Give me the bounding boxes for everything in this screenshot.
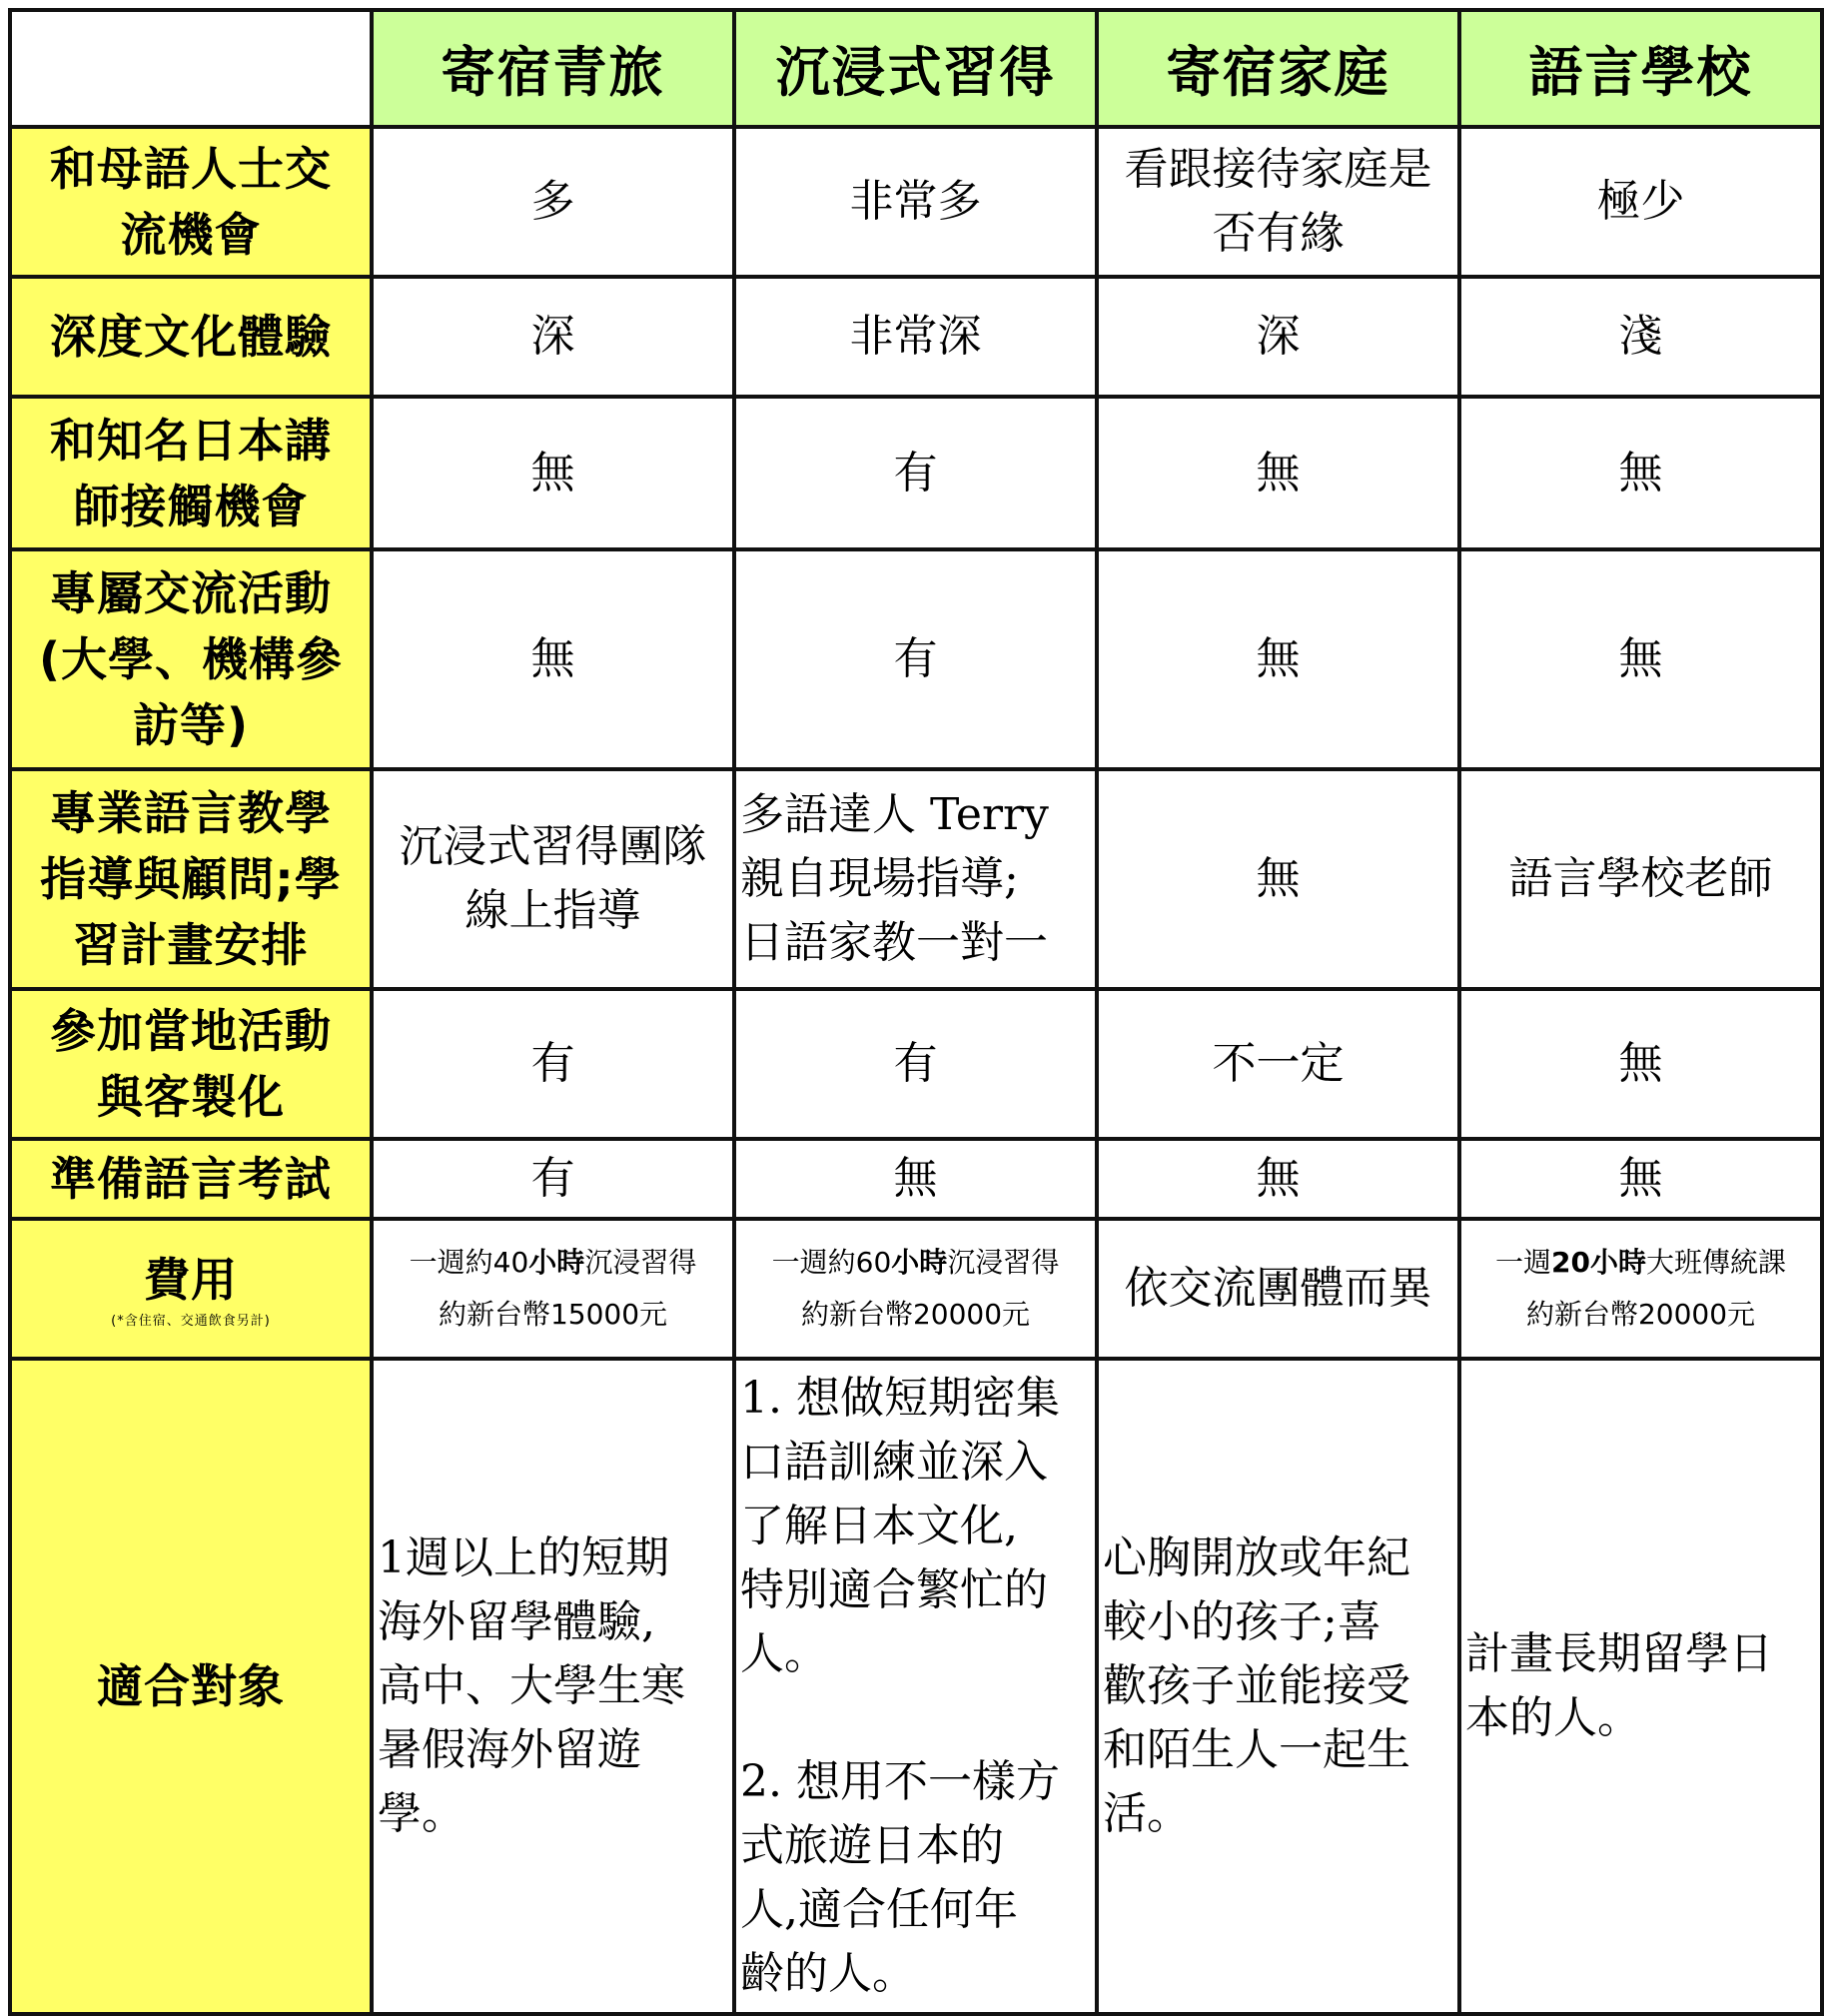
table-row xyxy=(10,277,1822,397)
table-cell: 多 xyxy=(372,127,734,277)
table-cell: 無 xyxy=(1459,989,1822,1139)
corner-cell xyxy=(10,10,372,127)
table-cell: 深 xyxy=(372,277,734,397)
table-cell: 一週20小時大班傳統課 約新台幣20000元 xyxy=(1459,1219,1822,1359)
table-row xyxy=(10,549,1822,769)
table-row xyxy=(10,1219,1822,1359)
column-header-language-school: 語言學校 xyxy=(1459,10,1822,127)
table-cell: 極少 xyxy=(1459,127,1822,277)
table-cell: 有 xyxy=(372,989,734,1139)
table-row xyxy=(10,1139,1822,1219)
table-cell: 無 xyxy=(372,397,734,549)
table-cell: 計畫長期留學日 本的人。 xyxy=(1459,1359,1822,2014)
table-row xyxy=(10,1359,1822,2014)
table-cell: 依交流團體而異 xyxy=(1097,1219,1459,1359)
table-cell: 有 xyxy=(734,397,1097,549)
table-cell: 非常深 xyxy=(734,277,1097,397)
table-cell: 無 xyxy=(1097,769,1459,989)
header-row xyxy=(10,10,1822,127)
table-cell: 無 xyxy=(1459,397,1822,549)
table-row xyxy=(10,989,1822,1139)
table-cell: 深 xyxy=(1097,277,1459,397)
row-header-cultural-experience: 深度文化體驗 xyxy=(10,277,372,397)
table-cell: 有 xyxy=(372,1139,734,1219)
comparison-table xyxy=(8,8,1824,2016)
table-cell: 無 xyxy=(734,1139,1097,1219)
row-header-native-speaker-contact: 和母語人士交 流機會 xyxy=(10,127,372,277)
table-row xyxy=(10,127,1822,277)
cost-footnote: (*含住宿、交通飲食另計) xyxy=(111,1314,271,1329)
row-header-lecturer-contact: 和知名日本講 師接觸機會 xyxy=(10,397,372,549)
table-cell: 淺 xyxy=(1459,277,1822,397)
column-header-homestay: 寄宿家庭 xyxy=(1097,10,1459,127)
row-header-exclusive-activities: 專屬交流活動 (大學、機構參 訪等) xyxy=(10,549,372,769)
table-cell: 無 xyxy=(1459,549,1822,769)
row-header-exam-prep: 準備語言考試 xyxy=(10,1139,372,1219)
row-header-professional-guidance: 專業語言教學 指導與顧問;學 習計畫安排 xyxy=(10,769,372,989)
table-cell: 看跟接待家庭是否有緣 xyxy=(1097,127,1459,277)
row-header-suitable-for: 適合對象 xyxy=(10,1359,372,2014)
table-cell: 一週約60小時沉浸習得 約新台幣20000元 xyxy=(734,1219,1097,1359)
table-cell: 1. 想做短期密集 口語訓練並深入 了解日本文化, 特別適合繁忙的 人。 2. 想用不一樣方 式旅遊日本的 人,適合任何年 齡的人。 xyxy=(734,1359,1097,2014)
table-cell: 一週約40小時沉浸習得 約新台幣15000元 xyxy=(372,1219,734,1359)
table-cell: 語言學校老師 xyxy=(1459,769,1822,989)
row-header-cost: 費用 (*含住宿、交通飲食另計) xyxy=(10,1219,372,1359)
table-cell: 無 xyxy=(372,549,734,769)
row-header-local-activities: 參加當地活動 與客製化 xyxy=(10,989,372,1139)
table-cell: 無 xyxy=(1459,1139,1822,1219)
table-cell: 有 xyxy=(734,549,1097,769)
table-cell: 無 xyxy=(1097,549,1459,769)
table-cell: 非常多 xyxy=(734,127,1097,277)
column-header-hostel: 寄宿青旅 xyxy=(372,10,734,127)
table-cell: 沉浸式習得團隊 線上指導 xyxy=(372,769,734,989)
column-header-immersion: 沉浸式習得 xyxy=(734,10,1097,127)
table-cell: 多語達人 Terry 親自現場指導; 日語家教一對一 xyxy=(734,769,1097,989)
table-cell: 有 xyxy=(734,989,1097,1139)
table-row xyxy=(10,769,1822,989)
table-cell: 1週以上的短期 海外留學體驗, 高中、大學生寒 暑假海外留遊 學。 xyxy=(372,1359,734,2014)
table-cell: 心胸開放或年紀 較小的孩子;喜 歡孩子並能接受 和陌生人一起生 活。 xyxy=(1097,1359,1459,2014)
table-cell: 無 xyxy=(1097,1139,1459,1219)
table-cell: 不一定 xyxy=(1097,989,1459,1139)
table-cell: 無 xyxy=(1097,397,1459,549)
table-row xyxy=(10,397,1822,549)
